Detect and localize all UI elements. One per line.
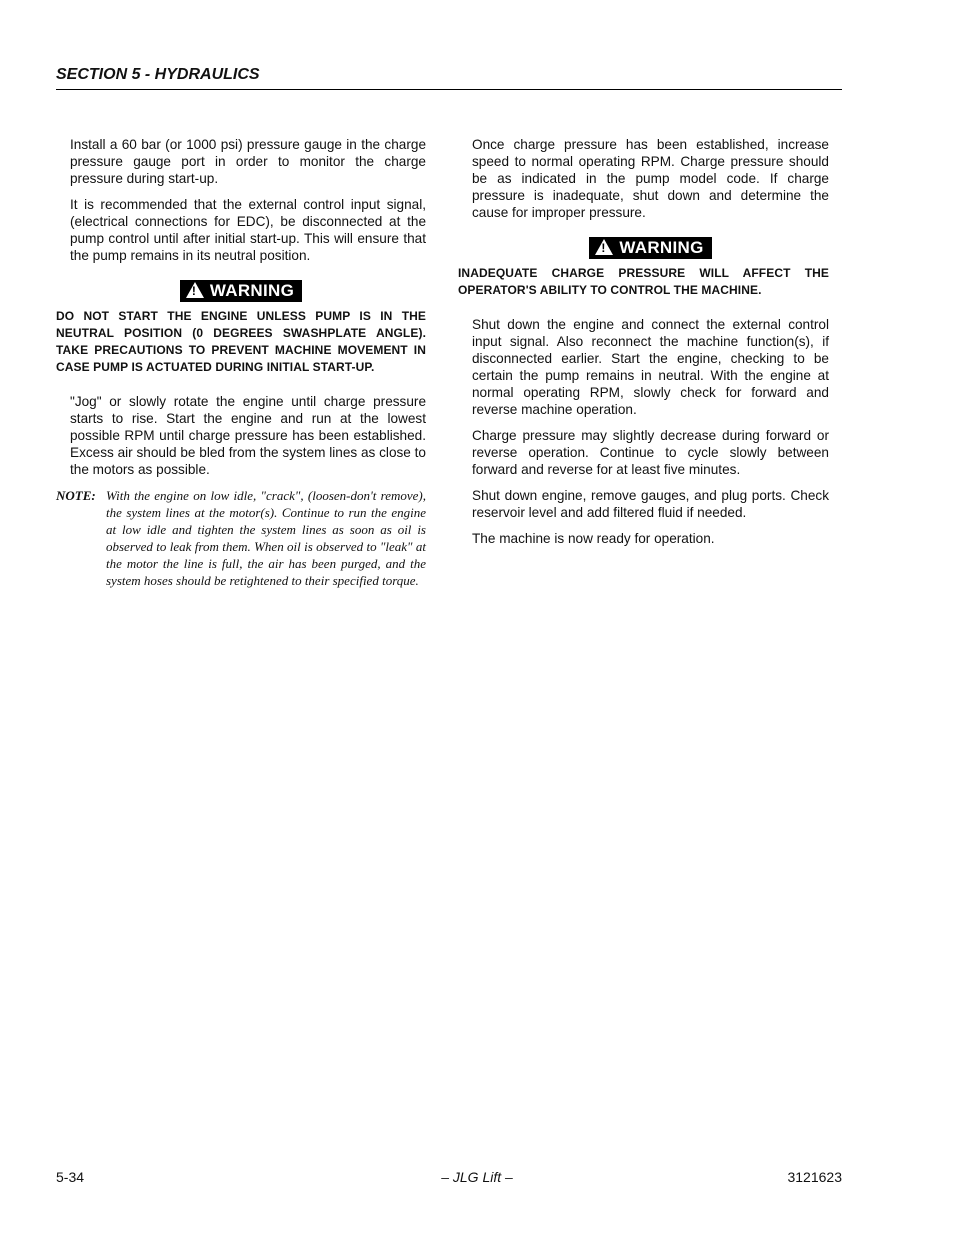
- footer-center: – JLG Lift –: [441, 1169, 513, 1185]
- warning-triangle-icon: [595, 239, 613, 255]
- header-rule: [56, 89, 842, 90]
- section-header: SECTION 5 - HYDRAULICS: [56, 66, 260, 83]
- warning-box: [472, 237, 829, 259]
- paragraph-charge-pressure-decrease: Charge pressure may slightly decrease during forward or reverse operation. Continue to cycle slowly between forward and reverse for at least five minutes.: [472, 428, 829, 477]
- paragraph-increase-speed: Once charge pressure has been established, increase speed to normal operating RPM. Charge pressure should be as indicated in the pump model code. If charge pressure is inadequate, shut down and determine the cause for improper pressure.: [472, 137, 829, 220]
- warning-label: !WARNING: [180, 280, 302, 302]
- paragraph-jog-engine: "Jog" or slowly rotate the engine until charge pressure starts to rise. Start the engine and run at the lowest possible RPM until charge pressure has been established. Excess air should be bled from the system lines as close to the motors as possible.: [70, 394, 426, 477]
- paragraph-shut-down-connect: Shut down the engine and connect the external control input signal. Also reconnect the machine function(s), if disconnected earlier. Start the engine, checking to be certain the pump remains in neutral. With the engine at normal operating RPM, slowly check for forward and reverse machine operation.: [472, 317, 829, 417]
- note-block: [56, 487, 426, 589]
- paragraph-install-gauge: Install a 60 bar (or 1000 psi) pressure gauge in the charge pressure gauge port in order to monitor the charge pressure during start-up.: [70, 137, 426, 186]
- left-column: [56, 136, 426, 589]
- note-label: NOTE:: [56, 488, 96, 503]
- paragraph-disconnect-signal: It is recommended that the external control input signal, (electrical connections for EDC), be disconnected at the pump control until after initial start-up. This will ensure that the pump remains in its neutral position.: [70, 197, 426, 263]
- warning-text: DO NOT START THE ENGINE UNLESS PUMP IS IN THE NEUTRAL POSITION (0 DEGREES SWASHPLATE ANGLE). TAKE PRECAUTIONS TO PREVENT MACHINE MOVEMENT IN CASE PUMP IS ACTUATED DURING INITIAL START-UP.: [56, 309, 426, 374]
- warning-box: [56, 280, 426, 302]
- doc-number: 3121623: [787, 1169, 842, 1185]
- right-column: [458, 136, 829, 556]
- warning-label: !WARNING: [589, 237, 711, 259]
- warning-triangle-icon: [186, 282, 204, 298]
- note-text: With the engine on low idle, "crack", (loosen-don't remove), the system lines at the motor(s). Continue to run the engine at low idle and tighten the system lines as soon as oil is observed to leak from them. When oil is observed to "leak" at the motor the line is full, the air has been purged, and the system hoses should be retightened to their specified torque.: [106, 488, 426, 588]
- page-number: 5-34: [56, 1169, 85, 1185]
- paragraph-remove-gauges: Shut down engine, remove gauges, and plug ports. Check reservoir level and add filtered fluid if needed.: [472, 488, 829, 520]
- warning-text: INADEQUATE CHARGE PRESSURE WILL AFFECT THE OPERATOR'S ABILITY TO CONTROL THE MACHINE.: [458, 266, 829, 297]
- paragraph-ready: The machine is now ready for operation.: [472, 531, 715, 546]
